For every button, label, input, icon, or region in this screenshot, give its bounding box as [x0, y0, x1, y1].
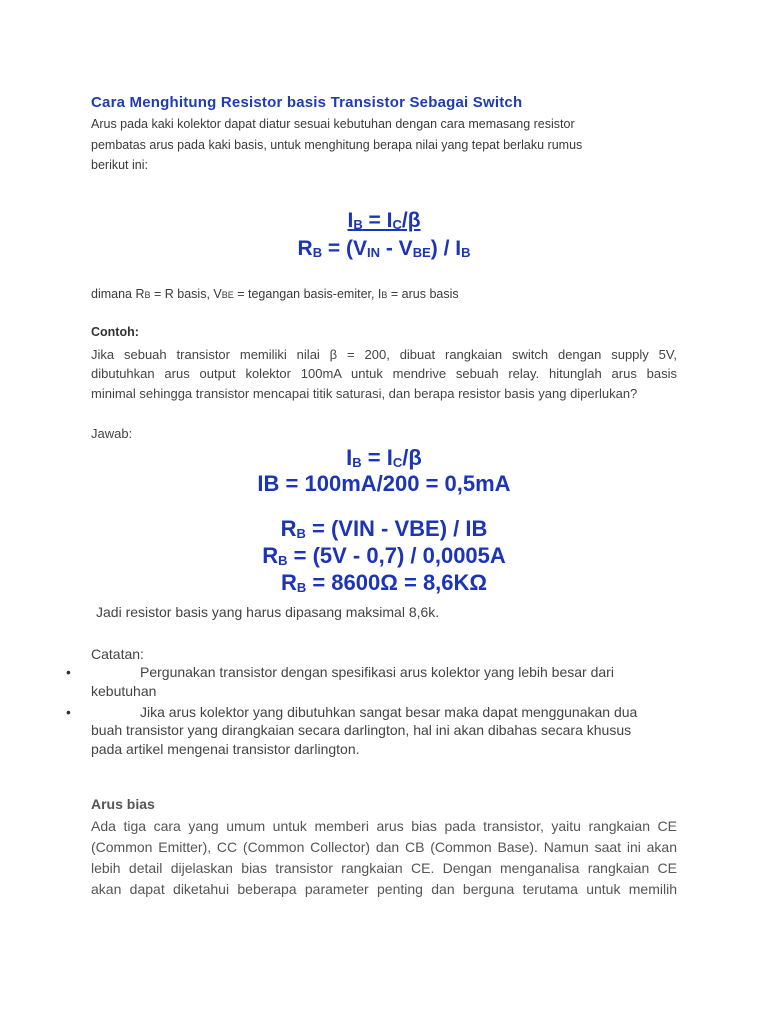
arus-bias-line-2: (Common Emitter), CC (Common Collector) dan CB (Common Base). Namun saat ini akan — [91, 839, 677, 855]
answer-formula-ib: IB = IC/β — [346, 445, 422, 470]
bullet-2-line-2: buah transistor yang dirangkaian secara darlington, hal ini akan dibahas secara khusus — [91, 722, 632, 738]
intro-line-1: Arus pada kaki kolektor dapat diatur sesuai kebutuhan dengan cara memasang resistor — [91, 117, 575, 131]
answer-rb-result: RB = 8600Ω = 8,6KΩ — [280, 570, 488, 595]
intro-line-2: pembatas arus pada kaki basis, untuk menghitung berapa nilai yang tepat berlaku rumus — [91, 138, 583, 152]
bullet-1-line-1: Pergunakan transistor dengan spesifikasi arus kolektor yang lebih besar dari — [140, 664, 614, 680]
arus-bias-line-1: Ada tiga cara yang umum untuk memberi arus bias pada transistor, yaitu rangkaian CE — [91, 818, 677, 834]
formula-rb: RB = (VIN - VBE) / IB — [297, 237, 471, 260]
intro-line-3: berikut ini: — [91, 158, 148, 172]
conclusion-line: Jadi resistor basis yang harus dipasang maksimal 8,6k. — [96, 604, 440, 620]
arus-bias-heading: Arus bias — [91, 796, 155, 812]
arus-bias-line-4: akan dapat diketahui beberapa parameter penting dan berguna terutama untuk memilih — [91, 881, 677, 897]
bullet-2-line-3: pada artikel mengenai transistor darlington. — [91, 741, 360, 757]
notes-label: Catatan: — [91, 646, 144, 662]
definition-line: dimana RB = R basis, VBE = tegangan basis-emiter, IB = arus basis — [91, 287, 459, 301]
answer-rb-substitution: RB = (5V - 0,7) / 0,0005A — [262, 543, 506, 568]
section-heading: Cara Menghitung Resistor basis Transistor Sebagai Switch — [91, 94, 523, 111]
answer-ib-value: IB = 100mA/200 = 0,5mA — [257, 471, 511, 496]
bullet-1-line-2: kebutuhan — [91, 683, 157, 699]
example-line-3: minimal sehingga transistor mencapai titik saturasi, dan berapa resistor basis yang diperlukan? — [91, 386, 638, 401]
bullet-1-glyph: • — [66, 664, 71, 680]
example-line-2: dibutuhkan arus output kolektor 100mA untuk mendrive sebuah relay. hitunglah arus basis — [91, 366, 677, 381]
example-line-1: Jika sebuah transistor memiliki nilai β = 200, dibuat rangkaian switch dengan supply 5V, — [91, 347, 677, 362]
example-label: Contoh: — [91, 325, 139, 339]
formula-ib: IB = IC/β — [347, 209, 421, 232]
bullet-2-glyph: • — [66, 704, 71, 720]
answer-rb-formula: RB = (VIN - VBE) / IB — [280, 516, 488, 541]
bullet-2-line-1: Jika arus kolektor yang dibutuhkan sangat besar maka dapat menggunakan dua — [140, 704, 638, 720]
arus-bias-line-3: lebih detail dijelaskan bias transistor rangkaian CE. Dengan menganalisa rangkaian CE — [91, 860, 677, 876]
answer-label: Jawab: — [91, 426, 133, 441]
